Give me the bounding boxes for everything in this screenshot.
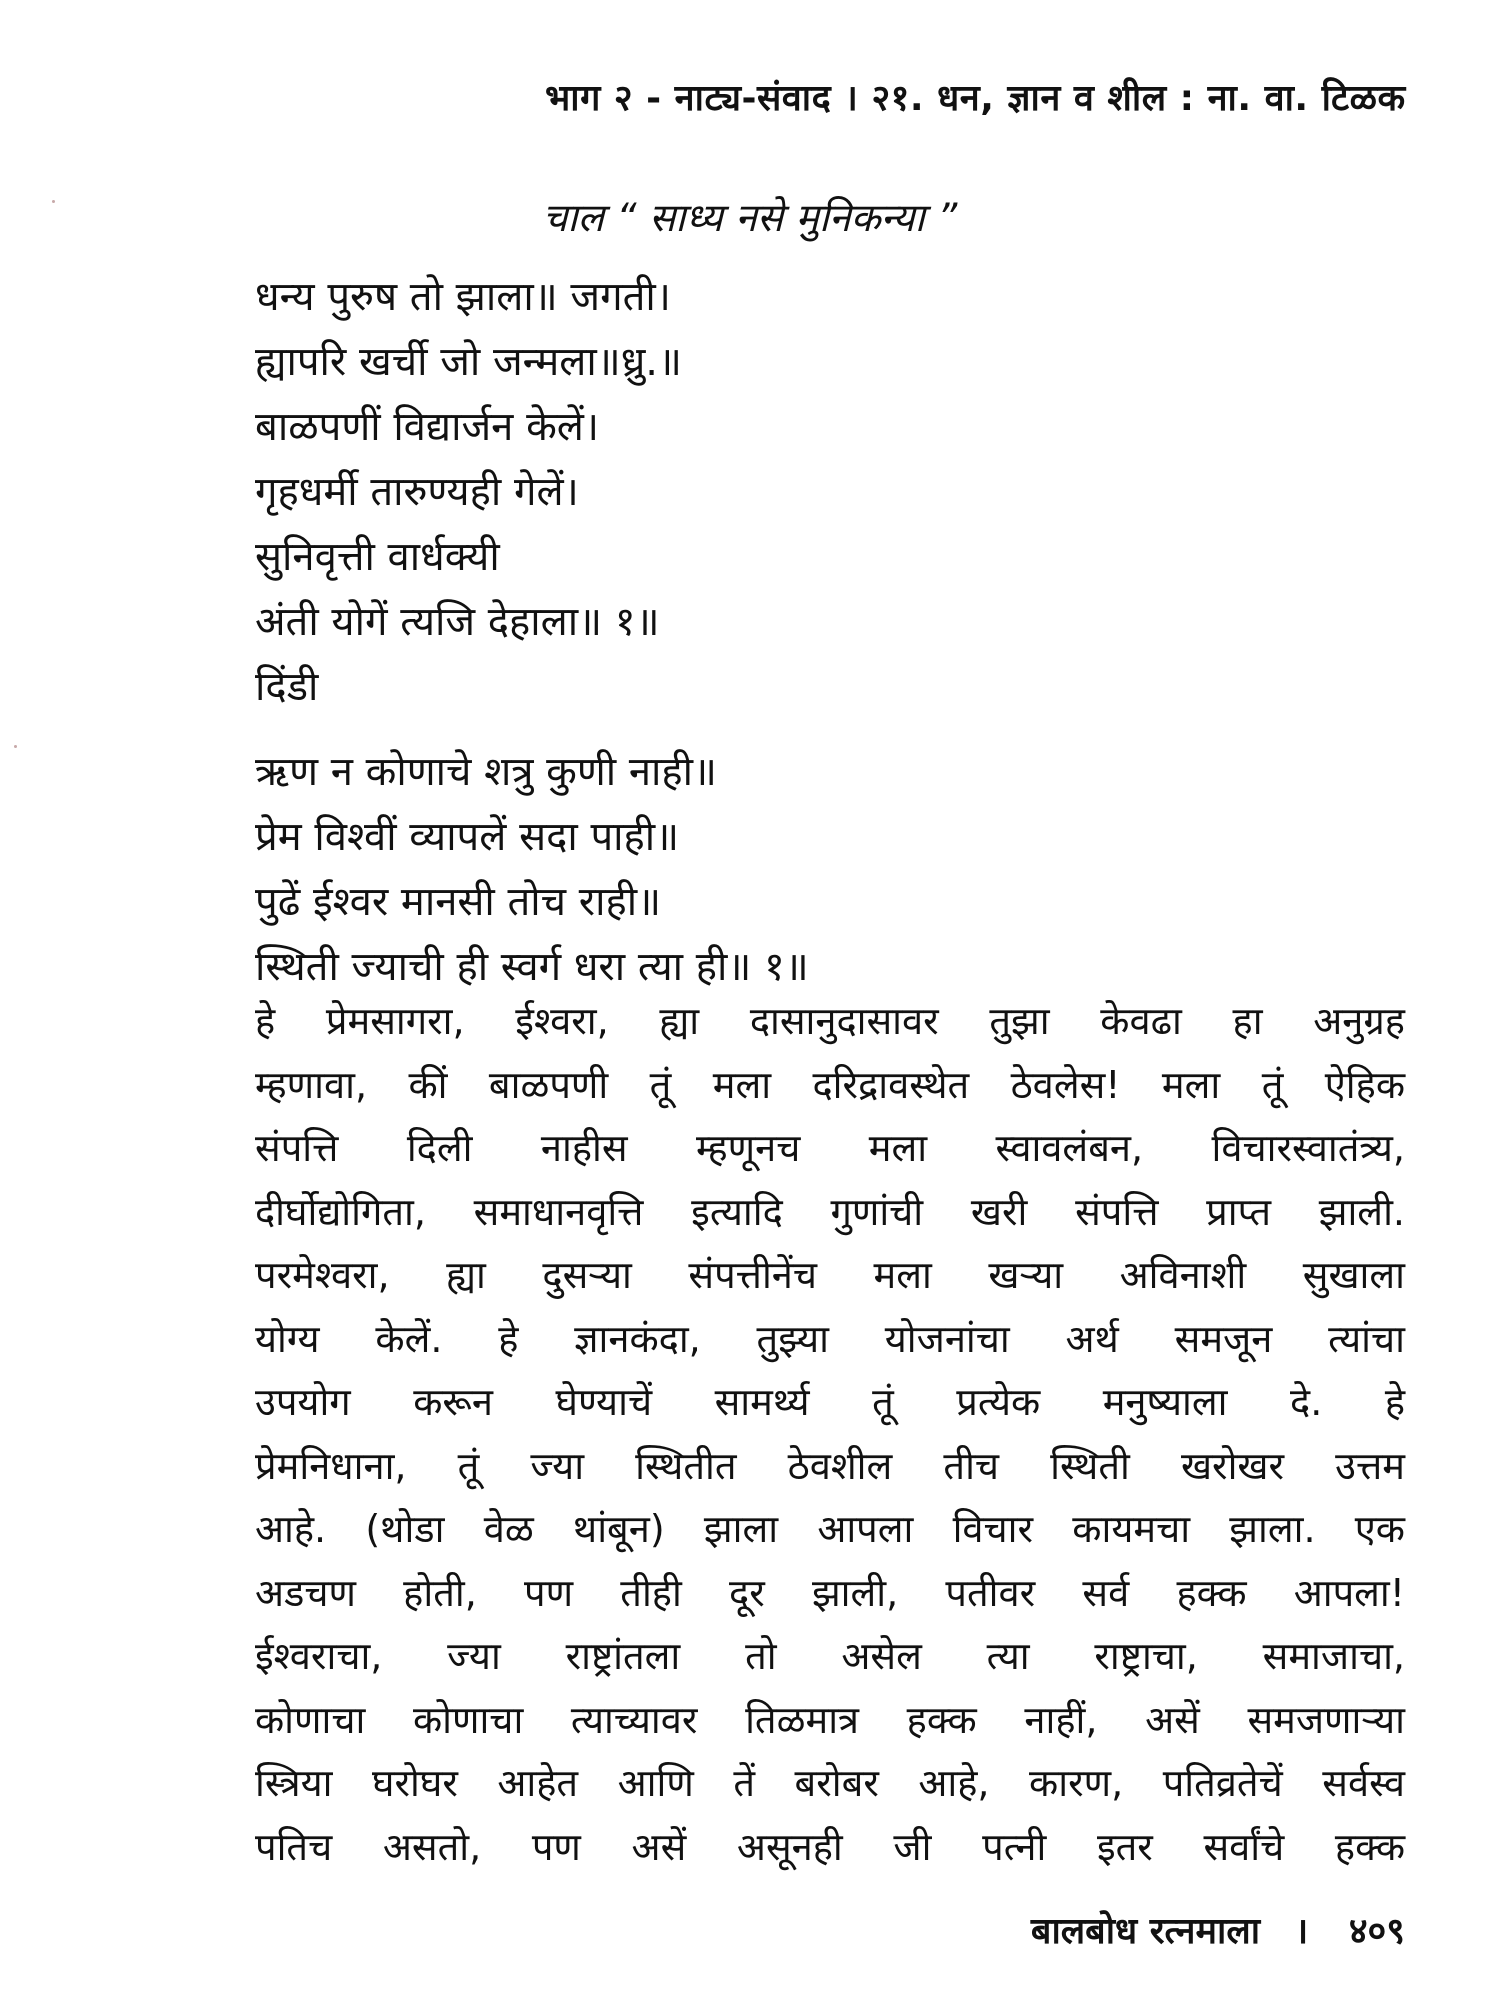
verse-line: सुनिवृत्ती वार्धक्यी [255,534,500,580]
prose-line: परमेश्वरा, ह्या दुसऱ्या संपत्तीनेंच मला खऱ्या अविनाशी सुखाला [255,1253,1405,1297]
verse-line: बाळपणीं विद्यार्जन केलें। [255,404,600,450]
prose-line: स्त्रिया घरोघर आहेत आणि तें बरोबर आहे, कारण, पतिव्रतेचें सर्वस्व [255,1761,1405,1805]
prose-line: संपत्ति दिली नाहीस म्हणूनच मला स्वावलंबन, विचारस्वातंत्र्य, [255,1126,1405,1170]
footer-separator: । [1294,1911,1309,1952]
running-header: भाग २ - नाट्य-संवाद । २१. धन, ज्ञान व शील : ना. वा. टिळक [545,78,1406,119]
verse-line: पुढें ईश्वर मानसी तोच राही॥ [255,879,662,925]
footer-book-title: बालबोध रत्नमाला [1030,1911,1261,1952]
page-number: ४०९ [1348,1911,1405,1952]
prose-line: आहे. (थोडा वेळ थांबून) झाला आपला विचार कायमचा झाला. एक [255,1507,1405,1551]
prose-line: प्रेमनिधाना, तूं ज्या स्थितीत ठेवशील तीच स्थिती खरोखर उत्तम [255,1443,1405,1488]
prose-line: म्हणावा, कीं बाळपणी तूं मला दरिद्रावस्थेत ठेवलेस! मला तूं ऐहिक [255,1062,1405,1107]
verse-line: गृहधर्मी तारुण्यही गेलें। [255,469,579,515]
prose-line: उपयोग करून घेण्याचें सामर्थ्य तूं प्रत्येक मनुष्याला दे. हे [255,1380,1405,1424]
prose-paragraph [255,990,1405,1879]
verse-line: अंती योगें त्यजि देहाला॥ १॥ [255,599,660,645]
prose-line: ईश्वराचा, ज्या राष्ट्रांतला तो असेल त्या राष्ट्राचा, समाजाचा, [255,1634,1405,1678]
verse-line: धन्य पुरुष तो झाला॥ जगती। [255,274,671,320]
prose-line: हे प्रेमसागरा, ईश्वरा, ह्या दासानुदासावर तुझा केवढा हा अनुग्रह [255,999,1405,1043]
scan-speck [14,745,17,748]
verse-line: स्थिती ज्याची ही स्वर्ग धरा त्या ही॥ १॥ [255,944,809,990]
verse-block-1 [255,265,682,655]
prose-line: कोणाचा कोणाचा त्याच्यावर तिळमात्र हक्क नाहीं, असें समजणाऱ्या [255,1697,1405,1742]
verse-line: ह्यापरि खर्ची जो जन्मला॥ध्रु.॥ [255,339,682,385]
verse-line: प्रेम विश्वीं व्यापलें सदा पाही॥ [255,814,680,860]
prose-line: योग्य केलें. हे ज्ञानकंदा, तुझ्या योजनांचा अर्थ समजून त्यांचा [255,1316,1405,1361]
tune-subheading: चाल “ साध्य नसे मुनिकन्या ” [542,196,958,241]
verse-line: ऋण न कोणाचे शत्रु कुणी नाही॥ [255,749,717,795]
prose-line: पतिच असतो, पण असें असूनही जी पत्नी इतर सर्वांचे हक्क [255,1824,1405,1869]
verse-block-2 [255,740,809,1000]
prose-line: दीर्घोद्योगिता, समाधानवृत्ति इत्यादि गुणांची खरी संपत्ति प्राप्त झाली. [255,1189,1405,1234]
page-footer [900,1905,1405,1954]
scan-speck [52,200,55,203]
section-label-dindi: दिंडी [255,664,319,710]
prose-line: अडचण होती, पण तीही दूर झाली, पतीवर सर्व हक्क आपला! [255,1570,1405,1615]
